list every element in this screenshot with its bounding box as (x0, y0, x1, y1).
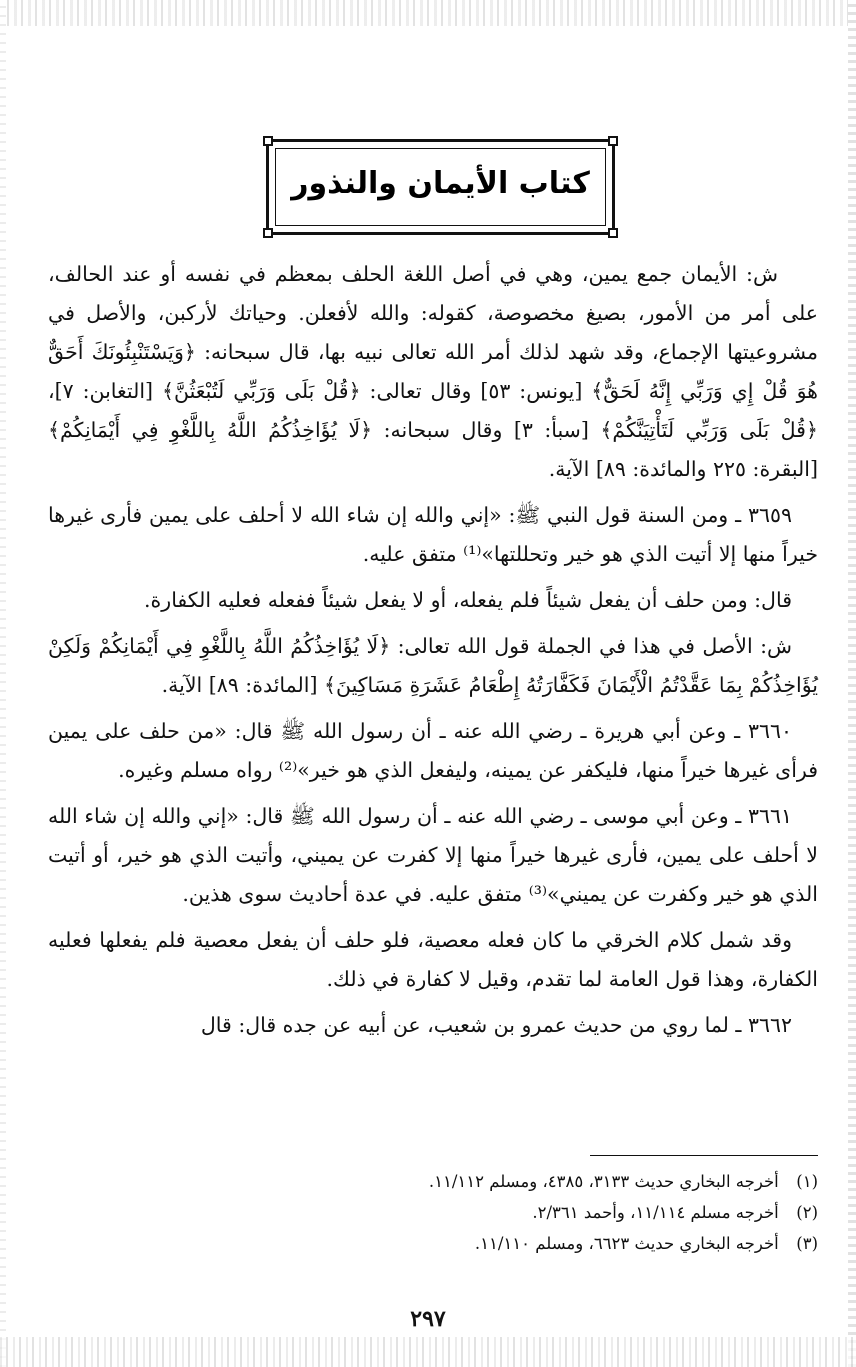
paragraph-hadith-3659: ٣٦٥٩ ـ ومن السنة قول النبي ﷺ: «إني والله إن شاء الله لا أحلف على يمين فأرى غيرها خيراً منها إلا أتيت الذي هو خير وتحللتها»⁽¹⁾ متفق عليه. (48, 503, 818, 566)
paragraph-hadith-3661: ٣٦٦١ ـ وعن أبي موسى ـ رضي الله عنه ـ أن رسول الله ﷺ قال: «إني والله إن شاء الله لا أحلف على يمين، فأرى غيرها خيراً منها إلا كفرت عن يميني، وأتيت الذي هو خير، أو أتيت الذي هو خير وكفرت عن يميني»⁽³⁾ متفق عليه. في عدة أحاديث سوى هذين. (48, 804, 818, 906)
paragraph-kharaqi: وقد شمل كلام الخرقي ما كان فعله معصية، فلو حلف أن يفعل معصية فلم يفعلها فعليه الكفارة، وهذا قول العامة لما تقدم، وقيل لا كفارة في ذلك. (48, 928, 818, 991)
frame-corner-ornament (263, 228, 273, 238)
footnote-text: أخرجه البخاري حديث ٦٦٢٣، ومسلم ١١/١١٠. (474, 1234, 779, 1253)
footnotes (48, 1166, 818, 1259)
footnote-item (48, 1197, 818, 1228)
frame-corner-ornament (608, 228, 618, 238)
footnote-item (48, 1228, 818, 1259)
scan-edge-bottom (0, 1337, 856, 1367)
footnote-divider (590, 1155, 818, 1156)
footnote-number: (٢) (796, 1203, 818, 1222)
footnote-number: (٣) (796, 1234, 818, 1253)
chapter-title-frame (266, 139, 615, 235)
footnote-text: أخرجه مسلم ١١/١١٤، وأحمد ٢/٣٦١. (532, 1203, 779, 1222)
frame-corner-ornament (263, 136, 273, 146)
footnote-item (48, 1166, 818, 1197)
scan-edge-top (0, 0, 856, 26)
frame-corner-ornament (608, 136, 618, 146)
paragraph-hadith-3662: ٣٦٦٢ ـ لما روي من حديث عمرو بن شعيب، عن أبيه عن جده قال: قال (200, 1013, 792, 1037)
scan-edge-right (848, 0, 856, 1367)
chapter-title: كتاب الأيمان والنذور (291, 166, 590, 201)
paragraph-commentary: ش: الأصل في هذا في الجملة قول الله تعالى: ﴿لَا يُؤَاخِذُكُمُ اللَّهُ بِاللَّغْوِ فِي أَيْمَانِكُمْ وَلَكِنْ يُؤَاخِذُكُمْ بِمَا عَقَّدْتُمُ الْأَيْمَانَ فَكَفَّارَتُهُ إِطْعَامُ عَشَرَةِ مَسَاكِينَ﴾ [المائدة: ٨٩] الآية. (48, 634, 818, 697)
page-number: ٢٩٧ (410, 1306, 446, 1332)
paragraph-hadith-3660: ٣٦٦٠ ـ وعن أبي هريرة ـ رضي الله عنه ـ أن رسول الله ﷺ قال: «من حلف على يمين فرأى غيرها خيراً منها، فليكفر عن يمينه، وليفعل الذي هو خير»⁽²⁾ رواه مسلم وغيره. (48, 719, 818, 782)
footnote-text: أخرجه البخاري حديث ٣١٣٣، ٤٣٨٥، ومسلم ١١/١١٢. (428, 1172, 779, 1191)
paragraph-ruling: قال: ومن حلف أن يفعل شيئاً فلم يفعله، أو لا يفعل شيئاً ففعله فعليه الكفارة. (144, 588, 792, 612)
main-text (48, 255, 818, 1052)
paragraph-intro: ش: الأيمان جمع يمين، وهي في أصل اللغة الحلف بمعظم في نفسه أو عند الحالف، على أمر من الأمور، بصيغ مخصوصة، كقوله: والله لأفعلن. وحياتك لأركبن، والأصل في مشروعيتها الإجماع، وقد شهد لذلك أمر الله تعالى نبيه بها، قال سبحانه: ﴿وَيَسْتَنْبِئُونَكَ أَحَقٌّ هُوَ قُلْ إِي وَرَبِّي إِنَّهُ لَحَقٌّ﴾ [يونس: ٥٣] وقال تعالى: ﴿قُلْ بَلَى وَرَبِّي لَتُبْعَثُنَّ﴾ [التغابن: ٧]، ﴿قُلْ بَلَى وَرَبِّي لَتَأْتِيَنَّكُمْ﴾ [سبأ: ٣] وقال سبحانه: ﴿لَا يُؤَاخِذُكُمُ اللَّهُ بِاللَّغْوِ فِي أَيْمَانِكُمْ﴾ [البقرة: ٢٢٥ والمائدة: ٨٩] الآية. (48, 262, 818, 481)
scan-edge-left (0, 0, 6, 1367)
footnote-number: (١) (796, 1172, 818, 1191)
